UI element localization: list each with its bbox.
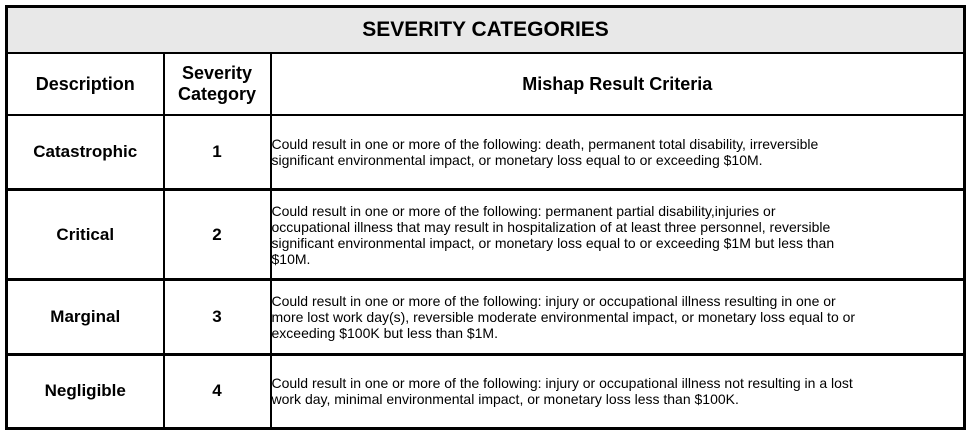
severity-categories-table (5, 5, 966, 430)
header-severity-line2: Category (177, 84, 257, 104)
table-row (7, 189, 965, 279)
row-description: Catastrophic (7, 115, 164, 189)
header-description: Description (7, 53, 164, 115)
row-category: 4 (164, 354, 271, 428)
table-row (7, 115, 965, 189)
header-criteria: Mishap Result Criteria (271, 53, 965, 115)
criteria-line: work day, minimal environmental impact, or monetary loss less than $100K. (271, 391, 739, 408)
header-severity-line1: Severity (181, 63, 253, 83)
row-category: 1 (164, 115, 271, 189)
table-title-row (7, 7, 965, 54)
row-category: 3 (164, 280, 271, 354)
criteria-line: Could result in one or more of the following: injury or occupational illness resulting in one or (271, 292, 836, 309)
table-row (7, 280, 965, 354)
criteria-line: occupational illness that may result in hospitalization of at least three personnel, reversible (271, 218, 831, 235)
criteria-line: significant environmental impact, or monetary loss equal to or exceeding $10M. (271, 151, 763, 168)
row-criteria (271, 189, 965, 279)
criteria-line: $10M. (271, 250, 311, 267)
row-category: 2 (164, 189, 271, 279)
severity-table-container (5, 5, 966, 430)
row-criteria (271, 115, 965, 189)
criteria-line: significant environmental impact, or monetary loss equal to or exceeding $1M but less than (271, 234, 835, 251)
criteria-line: Could result in one or more of the following: permanent partial disability,injuries or (271, 202, 776, 219)
criteria-line: Could result in one or more of the following: injury or occupational illness not resulting in a lost (271, 375, 853, 392)
row-description: Critical (7, 189, 164, 279)
row-criteria (271, 354, 965, 428)
row-criteria (271, 280, 965, 354)
table-title: SEVERITY CATEGORIES (7, 7, 965, 54)
row-description: Negligible (7, 354, 164, 428)
criteria-line: exceeding $100K but less than $1M. (271, 324, 498, 341)
header-severity-category (164, 53, 271, 115)
criteria-line: Could result in one or more of the following: death, permanent total disability, irreversible (271, 135, 819, 152)
table-header-row (7, 53, 965, 115)
table-row (7, 354, 965, 428)
criteria-line: more lost work day(s), reversible moderate environmental impact, or monetary loss equal to or (271, 308, 856, 325)
row-description: Marginal (7, 280, 164, 354)
